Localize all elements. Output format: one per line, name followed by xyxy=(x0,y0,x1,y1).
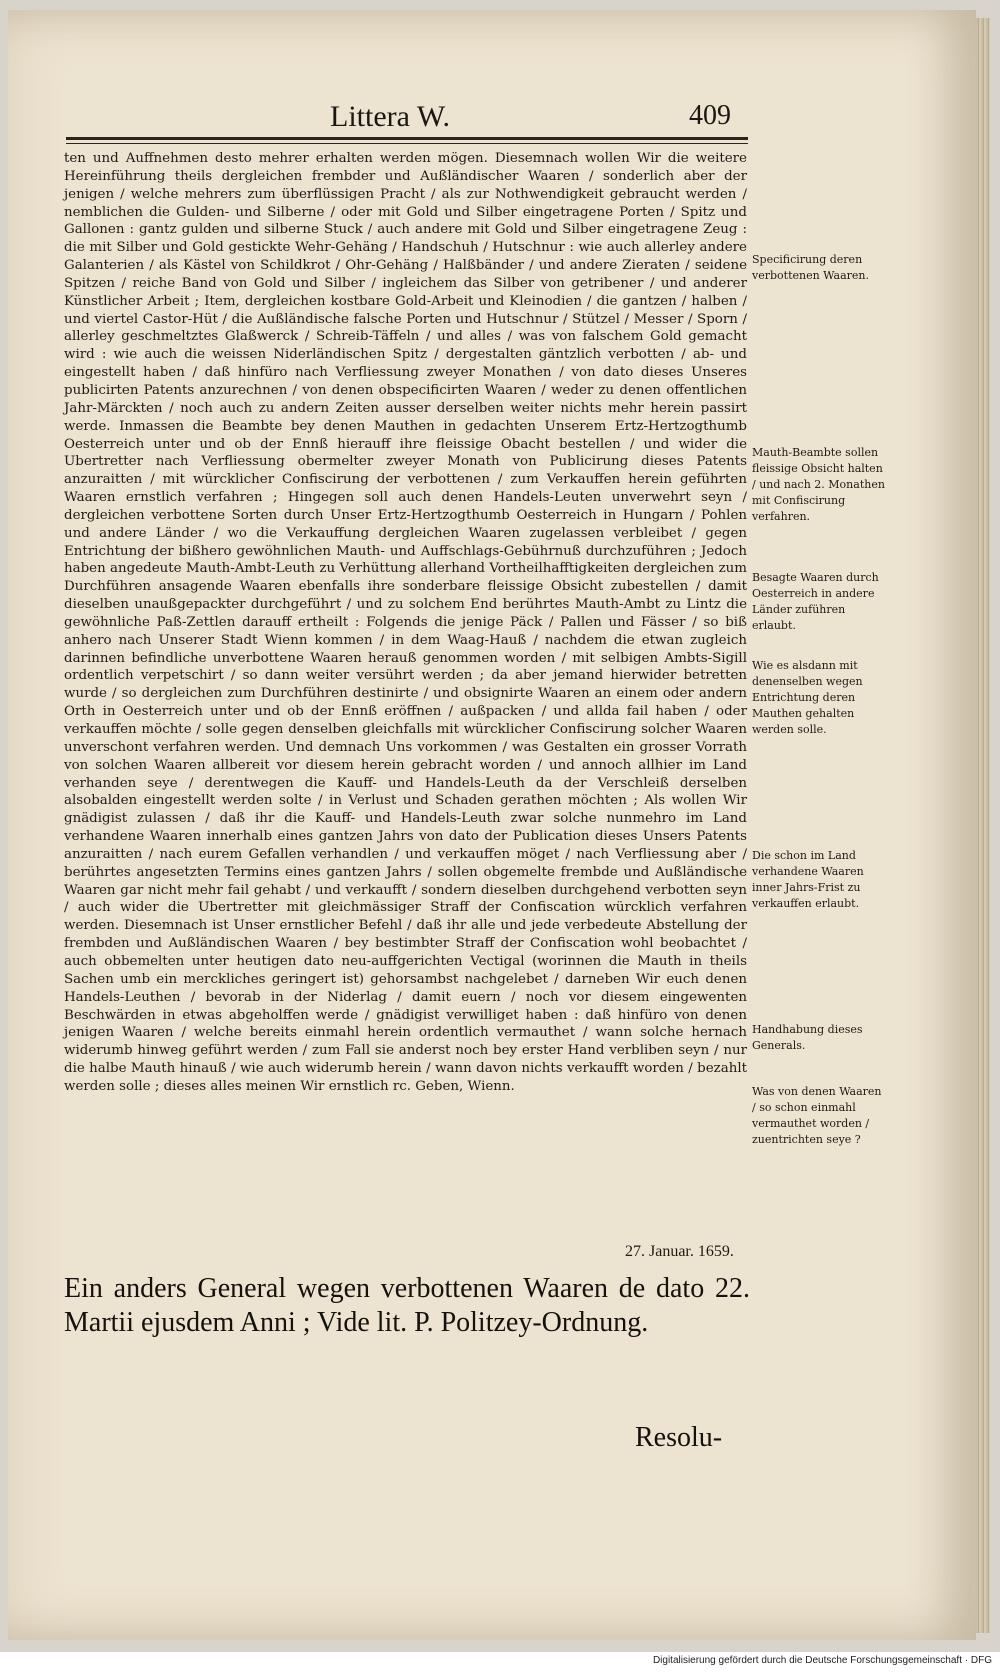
marginal-note: Mauth-Beambte sollen fleissige Obsicht halten / und nach 2. Monathen mit Confiscirung verfahren. xyxy=(752,446,885,523)
dfg-credit: Digitalisierung gefördert durch die Deutsche Forschungsgemeinschaft · DFG xyxy=(652,1655,992,1666)
marginal-note: Handhabung dieses Generals. xyxy=(752,1023,863,1052)
decree-date: 27. Januar. 1659. xyxy=(625,1243,734,1260)
running-head: Littera W. xyxy=(330,100,450,133)
marginal-note: Specificirung deren verbottenen Waaren. xyxy=(752,253,869,282)
header-rule xyxy=(66,137,748,144)
page-edge-stack xyxy=(976,18,990,1633)
marginal-note: Wie es alsdann mit denenselben wegen Entrichtung deren Mauthen gehalten werden solle. xyxy=(752,659,863,736)
marginal-note: Besagte Waaren durch Oesterreich in andere Länder zuführen erlaubt. xyxy=(752,571,879,632)
section-heading: Ein anders General wegen verbottenen Waaren de dato 22. Martii ejusdem Anni ; Vide lit. P. Politzey-Ordnung. xyxy=(64,1273,750,1338)
marginal-note: Was von denen Waaren / so schon einmahl vermauthet worden / zuentrichten seye ? xyxy=(752,1085,882,1146)
marginal-note: Die schon im Land verhandene Waaren inner Jahrs-Frist zu verkauffen erlaubt. xyxy=(752,849,864,910)
body-paragraph: ten und Auffnehmen desto mehrer erhalten werden mögen. Diesemnach wollen Wir die weitere Hereinführung theils dergleichen frembder und Außländischer Waaren / sonderlich aber der jenigen / welche mehrers zum überflüssigen Pracht / als zur Nothwendigkeit gebraucht werden / nemblichen die Gulden- und Silberne / oder mit Gold und Silber eingetragene Porten / Spitz und Gallonen : gantz gulden und silberne Stuck / auch andere mit Gold und Silber eingetragene Zeug : die mit Silber und Gold gestickte Wehr-Gehäng / Handschuh / Hutschnur : wie auch allerley andere Galanterien / als Kästel von Schildkrot / Ohr-Gehäng / Halßbänder / und andere Zieraten / seidene Spitzen / reiche Band von Gold und Silber / ingleichem das Silber von getribener / und anderer Künstlicher Arbeit ; Item, dergleichen kostbare Gold-Arbeit und Kleinodien / die gantzen / halben / und viertel Castor-Hüt / die Außländische falsche Porten und Hutschnur / Stützel / Messer / Sporn / allerley geschmeltztes Glaßwerck / Schreib-Täffeln / und alles / was von falschem Gold gemacht wird : wie auch die weissen Niderländischen Spitz / dergestalten gäntzlich verbotten / ab- und eingestellt haben / daß hinfüro nach Verfliessung zweyer Monathen / von dato dieses Unseres publicirten Patents anzurechnen / von denen obspecificirten Waaren / weder zu denen offentlichen Jahr-Märckten / noch auch zu andern Zeiten ausser derselben weiter nichts mehr herein passirt werde. Inmassen die Beambte bey denen Mauthen in gedachten Unserem Ertz-Hertzogthumb Oesterreich unter und ob der Ennß hierauff ihre fleissige Obacht bestellen / und wider die Ubertretter nach Verfliessung obermelter zweyer Monath von Publicirung dieses Patents anzuraitten / mit würcklicher Confiscirung der verbottenen / zum Verkauffen herein geführten Waaren ernstlich verfahren ; Hingegen soll auch denen Handels-Leuten unverwehrt seyn / dergleichen verbottene Sorten durch Unser Ertz-Hertzogthumb Oesterreich in Hungarn / Pohlen und andere Länder / wo die Verkauffung dergleichen Waaren zugelassen verbleibet / gegen Entrichtung der bißhero gewöhnlichen Mauth- und Auffschlags-Gebührnuß durchzuführen ; Jedoch haben angedeute Mauth-Ambt-Leuth zu Verhüttung allerhand Vortheilhafftigkeiten dergleichen zum Durchführen ansagende Waaren ebenfalls ihre sonderbare fleissige Obsicht zubestellen / damit dieselben unaußgepackter durchgeführt / und zu solchem End berührtes Mauth-Ambt zu Lintz die gewöhnliche Paß-Zettlen darauff ertheilt : Folgends die jenige Päck / Pallen und Fässer / so biß anhero nach Unserer Stadt Wienn kommen / in dem Waag-Hauß / nachdem die etwan zugleich darinnen befindliche unverbottene Waaren herauß genommen worden / mit selbigen Ambts-Sigill ordentlich verpetschirt / so dann weiter versührt werden ; da aber jemand hierwider betretten wurde / so dergleichen zum Durchführen destinirte / und obsignirte Waaren an einem oder andern Orth in Oesterreich unter und ob der Ennß eröffnen / außpacken / und allda fail haben / oder verkauffen möchte / solle gegen denselben gleichfalls mit würcklicher Confiscirung solcher Waaren unverschont verfahren werden. Und demnach Uns vorkommen / was Gestalten ein grosser Vorrath von solchen Waaren allbereit vor diesem herein gebracht worden / und annoch allhier im Land verhanden seye / derentwegen die Kauff- und Handels-Leuth da der Verschleiß derselben alsobalden eingestellt werden solte / in Verlust und Schaden gerathen möchten ; Als wollen Wir gnädigist zulassen / daß ihr die Kauff- und Handels-Leuth zwar solche nunmehro im Land verhandene Waaren innerhalb eines gantzen Jahrs von dato der Publication dieses Unsers Patents anzuraitten / nach eurem Gefallen verhandlen / und verkauffen möget / nach Verfliessung aber / berührtes angesetzten Termins eines gantzen Jahrs / sollen obgemelte frembde und Außländische Waaren gar nicht mehr fail gehabt / und verkaufft / sondern dieselben durchgehend verbotten seyn / auch wider die Ubertretter mit gleichmässiger Straff der Confiscation würcklich verfahren werden. Diesemnach ist Unser ernstlicher Befehl / daß ihr alle und jede verbedeute Abstellung der frembden und Außländischen Waaren / bey bestimbter Straff der Confiscation wohl beobachtet / auch obbemelten unter heutigen dato neu-auffgerichten Vectigal (worinnen die Mauth in theils Sachen umb ein merckliches geringert ist) gehorsambst nachgelebet / darneben Wir euch denen Handels-Leuthen / bevorab in der Niderlag / damit euern / noch vor diesem eingewenten Beschwärden in etwas abgeholffen werde / gnädigist verwilliget haben : daß hinfüro von denen jenigen Waaren / welche bereits einmahl herein ordentlich vermauthet / wann solche hernach widerumb hinweg geführt werden / zum Fall sie anderst noch bey erster Hand verbliben seyn / nur die halbe Mauth hinauß / wie auch widerumb herein / wann davon nichts verkaufft worden / bezahlt werden solle ; dieses alles meinen Wir ernstlich rc. Geben, Wienn. xyxy=(64,151,747,1094)
page-number: 409 xyxy=(689,100,731,131)
catchword: Resolu- xyxy=(635,1422,723,1453)
body-text xyxy=(64,150,747,1096)
